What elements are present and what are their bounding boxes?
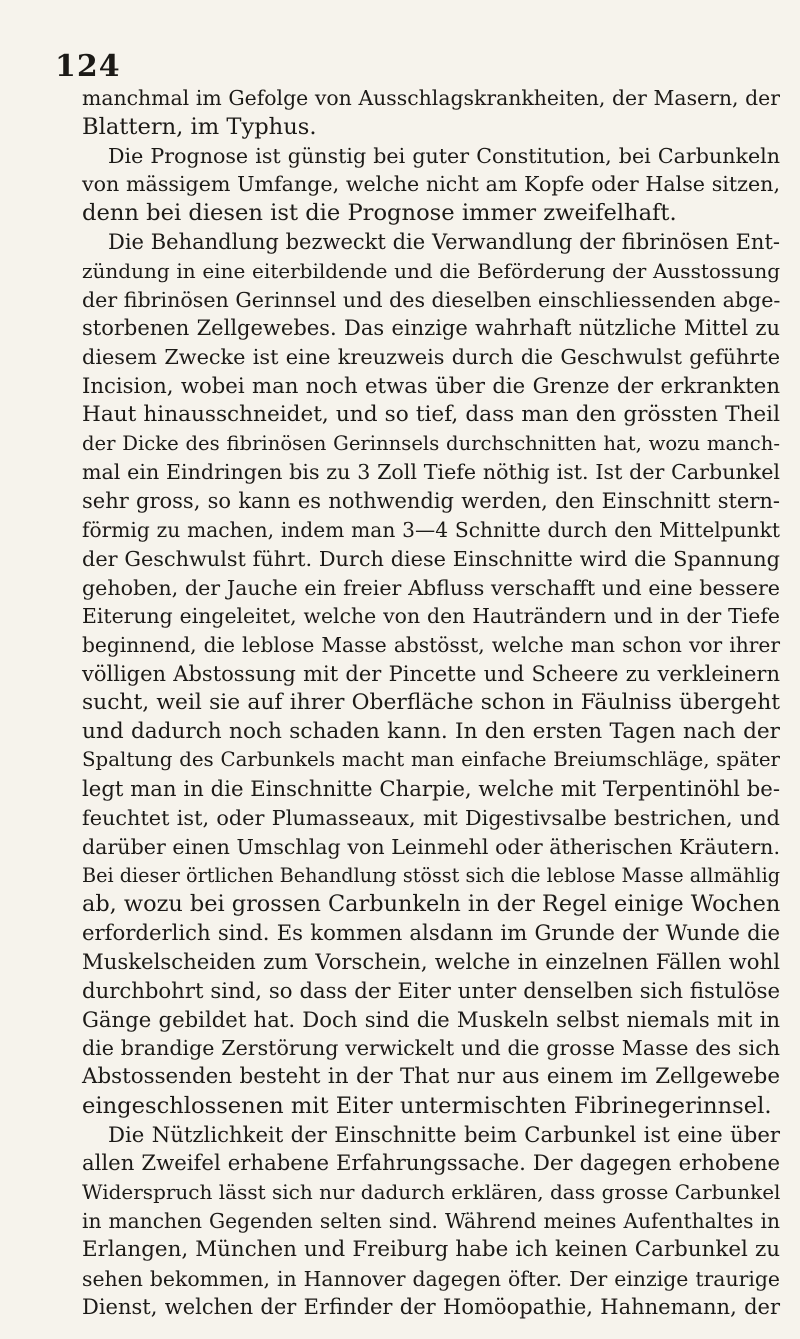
text-line: und dadurch noch schaden kann. In den ersten Tagen nach der xyxy=(82,718,780,744)
text-line: Spaltung des Carbunkels macht man einfache Breiumschläge, später xyxy=(82,748,780,772)
text-line: feuchtet ist, oder Plumasseaux, mit Digestivsalbe bestrichen, und xyxy=(82,805,780,830)
paragraph xyxy=(82,84,780,142)
text-line: Blattern, im Typhus. xyxy=(82,113,317,140)
text-line: der fibrinösen Gerinnsel und des dieselben einschliessenden abge- xyxy=(82,287,781,312)
text-line: eingeschlossenen mit Eiter untermischten Fibrinegerinnsel. xyxy=(82,1092,772,1119)
text-line: manchmal im Gefolge von Ausschlagskrankheiten, der Masern, der xyxy=(82,86,780,110)
text-line: der Dicke des fibrinösen Gerinnsels durchschnitten hat, wozu manch- xyxy=(82,431,780,455)
text-line: Eiterung eingeleitet, welche von den Hauträndern und in der Tiefe xyxy=(82,604,780,629)
text-line: zündung in eine eiterbildende und die Beförderung der Ausstossung xyxy=(82,258,780,283)
text-line: beginnend, die leblose Masse abstösst, welche man schon vor ihrer xyxy=(82,633,780,658)
text-line: gehoben, der Jauche ein freier Abfluss verschafft und eine bessere xyxy=(82,575,780,600)
text-line: Die Prognose ist günstig bei guter Constitution, bei Carbunkeln xyxy=(108,143,780,168)
text-line: von mässigem Umfange, welche nicht am Kopfe oder Halse sitzen, xyxy=(82,172,780,197)
text-line: allen Zweifel erhabene Erfahrungssache. Der dagegen erhobene xyxy=(82,1150,780,1176)
text-line: Haut hinausschneidet, und so tief, dass man den grössten Theil xyxy=(82,401,780,427)
text-line: Die Nützlichkeit der Einschnitte beim Carbunkel ist eine über xyxy=(108,1121,780,1147)
text-line: denn bei diesen ist die Prognose immer zweifelhaft. xyxy=(82,200,677,227)
text-line: Erlangen, München und Freiburg habe ich keinen Carbunkel zu xyxy=(82,1236,780,1262)
text-line: darüber einen Umschlag von Leinmehl oder ätherischen Kräutern. xyxy=(82,834,780,859)
text-line: diesem Zwecke ist eine kreuzweis durch die Geschwulst geführte xyxy=(82,345,780,370)
text-line: in manchen Gegenden selten sind. Während meines Aufenthaltes in xyxy=(82,1209,780,1234)
text-line: Bei dieser örtlichen Behandlung stösst sich die leblose Masse allmählig xyxy=(82,863,780,887)
text-line: förmig zu machen, indem man 3—4 Schnitte durch den Mittelpunkt xyxy=(82,517,780,542)
text-line: Die Behandlung bezweckt die Verwandlung der fibrinösen Ent- xyxy=(108,229,780,254)
text-line: die brandige Zerstörung verwickelt und die grosse Masse des sich xyxy=(82,1036,780,1061)
text-line: durchbohrt sind, so dass der Eiter unter denselben sich fistulöse xyxy=(82,977,780,1003)
text-line: sehen bekommen, in Hannover dagegen öfter. Der einzige traurige xyxy=(82,1266,780,1291)
text-line: ab, wozu bei grossen Carbunkeln in der Regel einige Wochen xyxy=(82,891,781,918)
text-line: Gänge gebildet hat. Doch sind die Muskeln selbst niemals mit in xyxy=(82,1006,780,1032)
text-line: mal ein Eindringen bis zu 3 Zoll Tiefe nöthig ist. Ist der Carbunkel xyxy=(82,460,780,485)
text-line: völligen Abstossung mit der Pincette und Scheere zu verkleinern xyxy=(82,661,780,686)
text-line: Muskelscheiden zum Vorschein, welche in einzelnen Fällen wohl xyxy=(82,948,780,974)
text-line: der Geschwulst führt. Durch diese Einschnitte wird die Spannung xyxy=(82,546,780,571)
page-number: 124 xyxy=(55,49,121,84)
text-line: sehr gross, so kann es nothwendig werden, den Einschnitt stern- xyxy=(82,489,780,514)
text-line: Widerspruch lässt sich nur dadurch erklären, dass grosse Carbunkel xyxy=(82,1180,781,1205)
paragraph xyxy=(82,228,780,1121)
text-line: Dienst, welchen der Erfinder der Homöopathie, Hahnemann, der xyxy=(82,1295,780,1320)
text-line: erforderlich sind. Es kommen alsdann im Grunde der Wunde die xyxy=(82,920,780,946)
text-line: legt man in die Einschnitte Charpie, welche mit Terpentinöhl be- xyxy=(82,776,780,802)
paragraph xyxy=(82,142,780,228)
text-line: Incision, wobei man noch etwas über die Grenze der erkrankten xyxy=(82,372,780,398)
text-line: Abstossenden besteht in der That nur aus einem im Zellgewebe xyxy=(82,1064,780,1090)
text-line: storbenen Zellgewebes. Das einzige wahrhaft nützliche Mittel zu xyxy=(82,316,780,341)
paragraph xyxy=(82,1121,780,1323)
body-text xyxy=(82,84,780,1322)
text-line: sucht, weil sie auf ihrer Oberfläche schon in Fäulniss übergeht xyxy=(82,689,780,715)
